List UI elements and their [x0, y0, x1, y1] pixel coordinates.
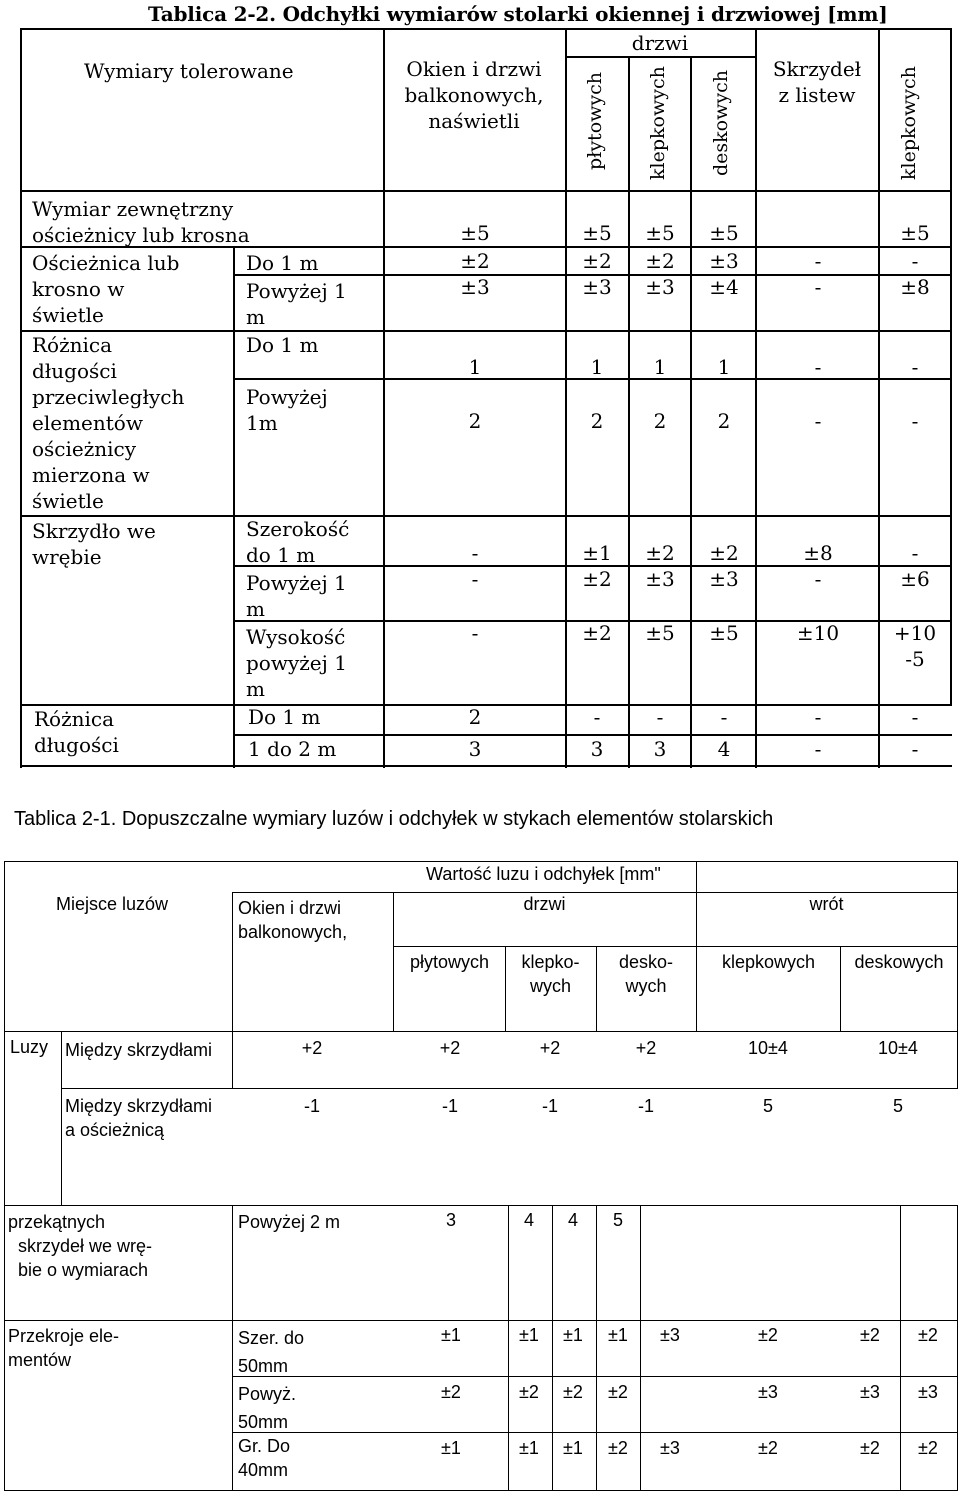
value-cell: ±5	[709, 221, 739, 245]
value-cell: ±3	[645, 567, 675, 591]
value-cell: -	[471, 567, 479, 591]
value-cell: ±1	[608, 1325, 628, 1345]
value-cell: ±2	[918, 1325, 938, 1345]
value-cell: -	[720, 705, 728, 729]
hdr-doors-2: drzwi	[523, 894, 566, 914]
value-cell: ±4	[709, 275, 739, 299]
value-cell: ±6	[900, 567, 930, 591]
value-cell: ±2	[519, 1382, 539, 1402]
sub-do-1m-3: Do 1 m	[248, 705, 321, 729]
value-cell: 1	[590, 355, 604, 379]
value-cell: -	[814, 249, 822, 273]
hdr-plytowych-2: płytowych	[409, 952, 490, 972]
value-cell: -1	[637, 1096, 654, 1116]
hdr-dims: Wymiary tolerowane	[84, 59, 294, 83]
row-outer-dim: Wymiar zewnętrzny ościeżnicy lub krosna	[32, 197, 250, 247]
value-cell: ±2	[645, 541, 675, 565]
value-cell: 1	[717, 355, 731, 379]
value-cell: -	[814, 355, 822, 379]
value-cell: 2	[468, 409, 482, 433]
hdr-gates: wrót	[809, 894, 844, 914]
value-cell: -1	[303, 1096, 320, 1116]
value-cell: ±5	[709, 621, 739, 645]
value-cell: ±3	[660, 1325, 680, 1345]
value-cell: 4	[717, 737, 731, 761]
value-cell: ±2	[918, 1438, 938, 1458]
value-cell: ±2	[460, 249, 490, 273]
hdr-deskowych-2: desko- wych	[618, 952, 674, 996]
value-cell: -1	[441, 1096, 458, 1116]
sub-above-1m-3: Powyżej 1 m	[246, 571, 347, 621]
value-cell: ±5	[900, 221, 930, 245]
hdr-wings: Skrzydeł z listew	[772, 57, 862, 107]
value-cell: ±3	[460, 275, 490, 299]
value-cell: ±2	[608, 1438, 628, 1458]
row1-label: Między skrzydłami	[65, 1040, 213, 1060]
value-cell: -	[471, 621, 479, 645]
value-cell: ±2	[441, 1382, 461, 1402]
value-cell: ±2	[758, 1438, 778, 1458]
value-cell: ±1	[519, 1438, 539, 1458]
row-length-diff-2: Różnica długości	[34, 707, 119, 757]
value-cell: 3	[653, 737, 667, 761]
value-cell: -1	[541, 1096, 558, 1116]
row3-sub: Powyżej 2 m	[238, 1212, 341, 1232]
value-cell: -	[911, 541, 919, 565]
value-cell: ±2	[582, 249, 612, 273]
sub-do-1m: Do 1 m	[246, 251, 319, 275]
value-cell: -	[814, 567, 822, 591]
value-cell: ±1	[441, 1438, 461, 1458]
value-cell: ±1	[563, 1325, 583, 1345]
value-cell: ±5	[582, 221, 612, 245]
row4-label: Przekroje ele- mentów	[8, 1326, 120, 1370]
value-cell: ±10	[796, 621, 840, 645]
value-cell: ±3	[709, 249, 739, 273]
table-2-1-title: Tablica 2-1. Dopuszczalne wymiary luzów i odchyłek w stykach elementów stolarskich	[14, 808, 774, 830]
hdr-doors: drzwi	[631, 31, 689, 55]
value-cell: ±2	[860, 1325, 880, 1345]
value-cell: ±2	[582, 621, 612, 645]
value-cell: -	[911, 705, 919, 729]
value-cell: -	[911, 409, 919, 433]
value-cell: ±1	[563, 1438, 583, 1458]
value-cell: 1	[653, 355, 667, 379]
row4-sub-2: Powyż. 50mm	[238, 1384, 297, 1432]
value-cell: 2	[717, 409, 731, 433]
value-cell: 10±4	[878, 1038, 918, 1058]
value-cell: ±3	[758, 1382, 778, 1402]
hdr-value: Wartość luzu i odchyłek [mm"	[426, 864, 661, 884]
luzy-label: Luzy	[10, 1037, 49, 1057]
value-cell: -	[593, 705, 601, 729]
value-cell: +10 -5	[893, 621, 937, 671]
value-cell: +2	[439, 1038, 461, 1058]
value-cell: ±3	[660, 1438, 680, 1458]
value-cell: -	[814, 275, 822, 299]
value-cell: +2	[539, 1038, 561, 1058]
value-cell: -	[814, 705, 822, 729]
value-cell: ±2	[645, 249, 675, 273]
value-cell: ±2	[563, 1382, 583, 1402]
value-cell: -	[911, 355, 919, 379]
value-cell: ±3	[582, 275, 612, 299]
hdr-gate-deskowych: deskowych	[854, 952, 944, 972]
hdr-windows: Okien i drzwi balkonowych, naświetli	[404, 57, 544, 133]
value-cell: +2	[301, 1038, 323, 1058]
value-cell: 4	[567, 1210, 578, 1230]
row4-sub-3: Gr. Do 40mm	[238, 1436, 291, 1480]
hdr-klepkowych-2: klepkowych	[898, 66, 920, 180]
sub-height: Wysokość powyżej 1 m	[246, 625, 347, 701]
sub-do-1m-2: Do 1 m	[246, 333, 319, 357]
value-cell: -	[656, 705, 664, 729]
row2-label: Między skrzydłami a ościeżnicą	[65, 1096, 213, 1140]
value-cell: ±2	[582, 567, 612, 591]
value-cell: ±8	[803, 541, 833, 565]
value-cell: ±2	[608, 1382, 628, 1402]
value-cell: ±5	[460, 221, 490, 245]
value-cell: ±5	[645, 621, 675, 645]
value-cell: ±2	[860, 1438, 880, 1458]
value-cell: ±2	[758, 1325, 778, 1345]
row3-label: przekątnych skrzydeł we wrę- bie o wymiarach	[8, 1212, 153, 1280]
sub-width: Szerokość do 1 m	[246, 517, 350, 567]
sub-above-1m-2: Powyżej 1m	[246, 385, 328, 435]
row-wing-rebate: Skrzydło we wrębie	[32, 519, 156, 569]
value-cell: 10±4	[748, 1038, 788, 1058]
row4-sub-1: Szer. do 50mm	[238, 1328, 305, 1376]
table-2-2-title: Tablica 2-2. Odchyłki wymiarów stolarki okiennej i drzwiowej [mm]	[148, 2, 888, 26]
row-length-diff: Różnica długości przeciwległych elementów ościeżnicy mierzona w świetle	[32, 333, 185, 513]
value-cell: 4	[523, 1210, 534, 1230]
value-cell: -	[471, 541, 479, 565]
value-cell: ±3	[918, 1382, 938, 1402]
value-cell: ±5	[645, 221, 675, 245]
sub-above-1m: Powyżej 1 m	[246, 279, 347, 329]
value-cell: -	[911, 737, 919, 761]
hdr-plytowych: płytowych	[584, 71, 606, 170]
value-cell: 3	[445, 1210, 456, 1230]
value-cell: 5	[612, 1210, 623, 1230]
value-cell: 3	[590, 737, 604, 761]
value-cell: ±8	[900, 275, 930, 299]
hdr-gate-klepkowych: klepkowych	[721, 952, 816, 972]
value-cell: -	[814, 737, 822, 761]
value-cell: ±1	[441, 1325, 461, 1345]
sub-1-2m: 1 do 2 m	[248, 737, 337, 761]
hdr-windows-2: Okien i drzwi balkonowych,	[238, 898, 348, 942]
value-cell: ±3	[709, 567, 739, 591]
row-frame-clear: Ościeżnica lub krosno w świetle	[32, 251, 180, 327]
hdr-place: Miejsce luzów	[56, 894, 169, 914]
value-cell: 2	[468, 705, 482, 729]
value-cell: ±3	[645, 275, 675, 299]
hdr-klepkowych: klepkowych	[647, 66, 669, 180]
value-cell: 5	[762, 1096, 773, 1116]
value-cell: ±2	[709, 541, 739, 565]
hdr-klepkowych-3: klepko- wych	[521, 952, 580, 996]
value-cell: 1	[468, 355, 482, 379]
value-cell: 5	[892, 1096, 903, 1116]
value-cell: 2	[653, 409, 667, 433]
hdr-deskowych: deskowych	[710, 70, 732, 176]
value-cell: 3	[468, 737, 482, 761]
value-cell: ±1	[582, 541, 612, 565]
value-cell: ±1	[519, 1325, 539, 1345]
value-cell: -	[814, 409, 822, 433]
value-cell: ±3	[860, 1382, 880, 1402]
value-cell: 2	[590, 409, 604, 433]
value-cell: -	[911, 249, 919, 273]
value-cell: +2	[635, 1038, 657, 1058]
